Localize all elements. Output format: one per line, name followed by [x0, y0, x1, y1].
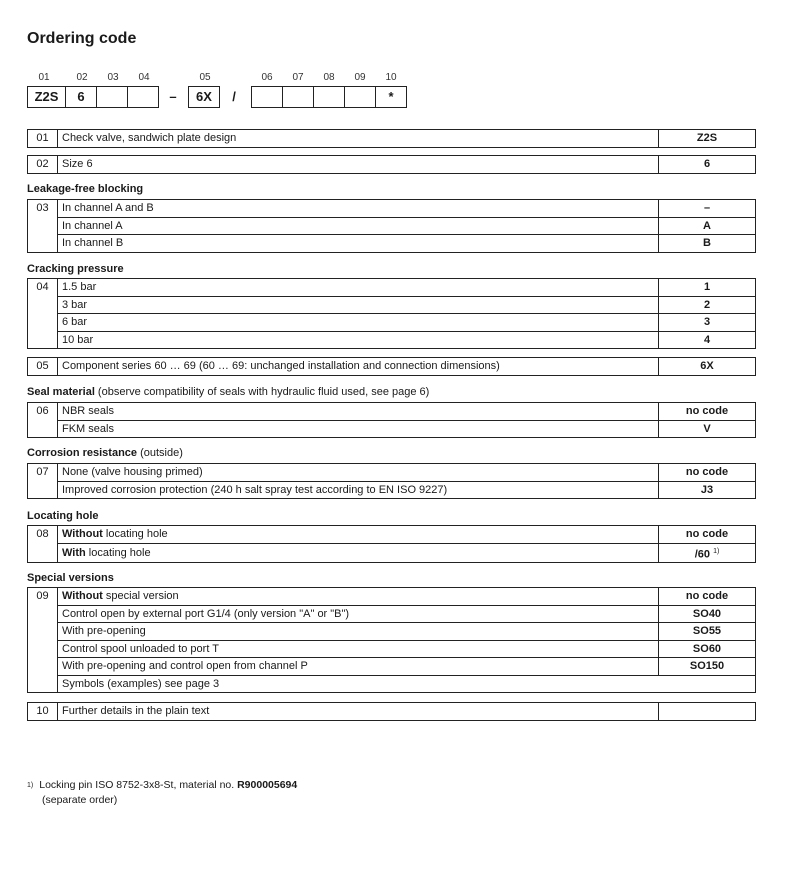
row-code: V — [659, 420, 756, 438]
row-code: 6 — [659, 156, 756, 174]
code-cell-04 — [127, 86, 159, 108]
code-cell-07 — [282, 86, 314, 108]
row-number: 08 — [28, 526, 58, 563]
row-code: SO55 — [659, 623, 756, 641]
row-description — [58, 526, 659, 544]
row-code: no code — [659, 403, 756, 421]
row-description — [58, 543, 659, 563]
desc-rest: special version — [102, 590, 179, 603]
section-heading-locating: Locating hole — [27, 510, 99, 522]
row-code: no code — [659, 526, 756, 544]
desc-rest: locating hole — [102, 528, 168, 541]
row-code: SO40 — [659, 605, 756, 623]
heading-note: (observe compatibility of seals with hydraulic fluid used, see page 6) — [94, 386, 430, 398]
table-row — [28, 623, 756, 641]
pos-10: 10 — [385, 72, 397, 83]
pos-03: 03 — [107, 72, 119, 83]
row-description: In channel A — [58, 217, 659, 235]
row-code: A — [659, 217, 756, 235]
page-title: Ordering code — [27, 30, 137, 47]
row-description: Size 6 — [58, 156, 659, 174]
row-description: In channel A and B — [58, 200, 659, 218]
pos-05: 05 — [199, 72, 211, 83]
separator-dash: – — [169, 89, 177, 104]
row-description: None (valve housing primed) — [58, 464, 659, 482]
table-row — [28, 481, 756, 499]
pos-01: 01 — [38, 72, 50, 83]
pos-09: 09 — [354, 72, 366, 83]
row-description: With pre-opening — [58, 623, 659, 641]
table-row — [28, 403, 756, 421]
table-row — [28, 420, 756, 438]
row-code: – — [659, 200, 756, 218]
footnote-line-2: (separate order) — [42, 794, 118, 806]
code-cell-03 — [96, 86, 128, 108]
table-row — [28, 200, 756, 218]
row-description: NBR seals — [58, 403, 659, 421]
table-row — [28, 703, 756, 721]
table-row — [28, 331, 756, 349]
row-description: 6 bar — [58, 314, 659, 332]
row-code — [659, 543, 756, 563]
row-description: Improved corrosion protection (240 h salt spray test according to EN ISO 9227) — [58, 481, 659, 499]
row-number: 07 — [28, 464, 58, 499]
table-row — [28, 217, 756, 235]
pos-02: 02 — [76, 72, 88, 83]
table-01 — [27, 129, 756, 148]
row-code: J3 — [659, 481, 756, 499]
row-description: Control spool unloaded to port T — [58, 640, 659, 658]
table-row — [28, 314, 756, 332]
table-04 — [27, 278, 756, 349]
table-row — [28, 675, 756, 693]
row-code: SO60 — [659, 640, 756, 658]
desc-rest: locating hole — [85, 546, 151, 559]
section-heading-corrosion — [27, 447, 183, 459]
table-03 — [27, 199, 756, 253]
row-code: no code — [659, 588, 756, 606]
desc-bold: Without — [62, 528, 103, 541]
section-heading-cracking: Cracking pressure — [27, 263, 124, 275]
row-number: 03 — [28, 200, 58, 253]
table-row — [28, 543, 756, 563]
row-description — [58, 588, 659, 606]
footnote-ref: 1) — [713, 547, 720, 555]
table-08 — [27, 525, 756, 563]
table-row — [28, 296, 756, 314]
row-number: 10 — [28, 703, 58, 721]
table-05 — [27, 357, 756, 376]
row-description: 10 bar — [58, 331, 659, 349]
desc-bold: Without — [62, 590, 103, 603]
code-cell-09 — [344, 86, 376, 108]
row-code: B — [659, 235, 756, 253]
code-cell-06 — [251, 86, 283, 108]
desc-bold: With — [62, 546, 86, 559]
row-description: 1.5 bar — [58, 279, 659, 297]
code-cell-10: * — [375, 86, 407, 108]
heading-text: Corrosion resistance — [27, 447, 138, 459]
row-code: 6X — [659, 358, 756, 376]
table-02 — [27, 155, 756, 174]
table-09 — [27, 587, 756, 693]
row-code: SO150 — [659, 658, 756, 676]
row-description: With pre-opening and control open from channel P — [58, 658, 659, 676]
row-number: 06 — [28, 403, 58, 438]
table-07 — [27, 463, 756, 499]
table-row — [28, 526, 756, 544]
row-code: Z2S — [659, 130, 756, 148]
code-cell-05: 6X — [188, 86, 220, 108]
row-description: Control open by external port G1/4 (only version "A" or "B") — [58, 605, 659, 623]
separator-slash: / — [232, 89, 236, 104]
footnote — [27, 778, 297, 808]
section-heading-special: Special versions — [27, 572, 114, 584]
pos-06: 06 — [261, 72, 273, 83]
table-row — [28, 235, 756, 253]
code-cell-01: Z2S — [27, 86, 66, 108]
heading-note: (outside) — [137, 447, 183, 459]
row-number: 01 — [28, 130, 58, 148]
row-code: 1 — [659, 279, 756, 297]
footnote-mark: 1) — [27, 782, 34, 789]
table-10 — [27, 702, 756, 721]
heading-text: Seal material — [27, 386, 95, 398]
table-06 — [27, 402, 756, 438]
table-row — [28, 279, 756, 297]
row-description: Component series 60 … 69 (60 … 69: unchanged installation and connection dimensions) — [58, 358, 659, 376]
row-code: 4 — [659, 331, 756, 349]
table-row — [28, 358, 756, 376]
pos-07: 07 — [292, 72, 304, 83]
section-heading-seal — [27, 386, 429, 398]
code-value: /60 — [694, 548, 710, 561]
row-description: Further details in the plain text — [58, 703, 659, 721]
row-code: 3 — [659, 314, 756, 332]
section-heading-leakage: Leakage-free blocking — [27, 183, 144, 195]
table-row — [28, 605, 756, 623]
row-description: 3 bar — [58, 296, 659, 314]
pos-08: 08 — [323, 72, 335, 83]
row-code: 2 — [659, 296, 756, 314]
table-row — [28, 464, 756, 482]
table-row — [28, 130, 756, 148]
row-number: 05 — [28, 358, 58, 376]
table-row — [28, 640, 756, 658]
footnote-text: Locking pin ISO 8752-3x8-St, material no. — [39, 779, 238, 791]
table-row — [28, 658, 756, 676]
table-row — [28, 588, 756, 606]
row-number: 09 — [28, 588, 58, 693]
row-description: In channel B — [58, 235, 659, 253]
code-cell-02: 6 — [65, 86, 97, 108]
row-description: Symbols (examples) see page 3 — [58, 675, 756, 693]
pos-04: 04 — [138, 72, 150, 83]
row-description: FKM seals — [58, 420, 659, 438]
footnote-line-1 — [27, 778, 297, 793]
row-code — [659, 703, 756, 721]
material-number: R900005694 — [237, 779, 298, 791]
code-cell-08 — [313, 86, 345, 108]
row-number: 02 — [28, 156, 58, 174]
row-description: Check valve, sandwich plate design — [58, 130, 659, 148]
position-numbers — [27, 72, 427, 84]
row-number: 04 — [28, 279, 58, 349]
table-row — [28, 156, 756, 174]
row-code: no code — [659, 464, 756, 482]
